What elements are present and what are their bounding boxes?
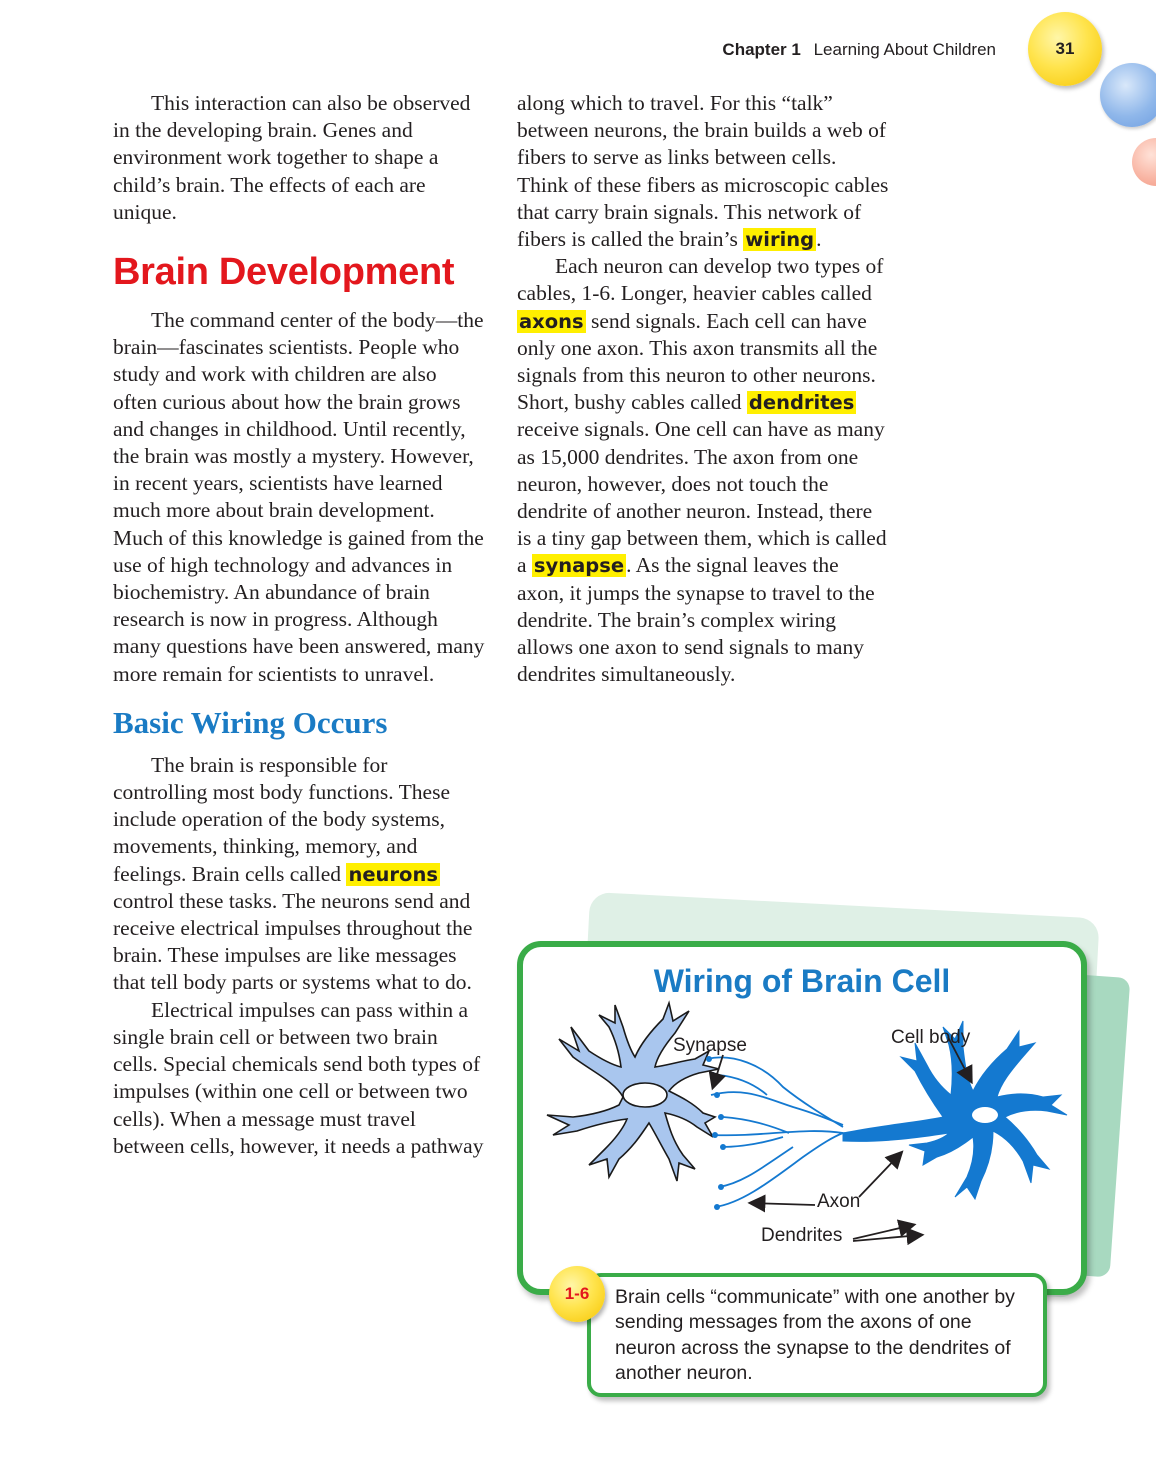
chapter-number: Chapter 1: [722, 40, 801, 59]
figure-title: Wiring of Brain Cell: [653, 963, 951, 999]
cables-paragraph: [517, 253, 889, 688]
page-number: 31: [1055, 39, 1075, 58]
text-run: Each neuron can develop two types of cables, 1-6. Longer, heavier cables called: [517, 254, 884, 306]
key-term-axons: axons: [519, 309, 584, 333]
label-cell-body: Cell body: [891, 1027, 971, 1048]
decorative-pink-circle: [1132, 138, 1156, 186]
heading-basic-wiring: Basic Wiring Occurs: [113, 704, 388, 740]
text-run: .: [816, 227, 822, 252]
light-neuron: [547, 1003, 719, 1181]
chapter-title: Learning About Children: [813, 40, 996, 59]
label-dendrites: Dendrites: [761, 1225, 843, 1246]
left-column: [113, 90, 485, 1160]
electrical-paragraph: Electrical impulses can pass within a single brain cell or between two brain cells. Special chemicals send both types of impulses (within one cell or between two cells). When a message must travel between cells, however, it needs a pathway: [113, 997, 484, 1158]
label-synapse: Synapse: [673, 1035, 747, 1056]
text-run: send signals. Each cell can have only one axon. This axon transmits all the signals from this neuron to other neurons. Short, bushy cables called: [517, 308, 878, 415]
command-center-paragraph: The command center of the body—the brain—fascinates scientists. People who study and work with children are also often curious about how the brain grows and changes in childhood. Until recently, the brain was mostly a mystery. However, in recent years, scientists have learned much more about brain development. Much of this knowledge is gained from the use of high technology and advances in biochemistry. An abundance of brain research is now in progress. Although many questions have been answered, many more remain for scientists to unravel.: [113, 308, 485, 686]
heading-brain-development: Brain Development: [113, 251, 455, 294]
figure-frame: [517, 941, 1087, 1295]
key-term-neurons: neurons: [348, 862, 438, 886]
figure-caption: Brain cells “communicate” with one another by sending messages from the axons of one neuron across the synapse to the dendrites of another neuron.: [615, 1286, 1015, 1384]
figure-number: 1-6: [564, 1284, 590, 1303]
intro-paragraph: This interaction can also be observed in the developing brain. Genes and environment work together to shape a child’s brain. The effects of each are unique.: [113, 91, 471, 224]
text-run: along which to travel. For this “talk” between neurons, the brain builds a web of fibers to serve as links between cells. Think of these fibers as microscopic cables that carry brain signals. This network of fibers is called the brain’s: [517, 91, 889, 252]
text-run: The brain is responsible for controlling most body functions. These include operation of the body systems, movements, thinking, memory, and feelings. Brain cells called: [113, 752, 450, 886]
key-term-synapse: synapse: [533, 554, 625, 578]
right-column: [517, 90, 889, 688]
key-term-wiring: wiring: [745, 228, 815, 252]
running-header: [722, 36, 996, 64]
responsible-paragraph: [113, 752, 485, 997]
text-run: control these tasks. The neurons send and receive electrical impulses throughout the brain. These impulses are like messages that tell body parts or systems what to do.: [113, 888, 473, 995]
figure-number-badge: [549, 1266, 605, 1322]
text-run: . As the signal leaves the axon, it jumps the synapse to travel to the dendrite. The brain’s complex wiring allows one axon to send signals to many dendrites simultaneously.: [517, 553, 875, 687]
page-number-badge: [1028, 12, 1102, 86]
figure-caption-box: [587, 1273, 1047, 1397]
label-axon: Axon: [817, 1191, 861, 1212]
pathway-paragraph: [517, 90, 889, 253]
text-run: receive signals. One cell can have as many as 15,000 dendrites. The axon from one neuron, however, does not touch the dendrite of another neuron. Instead, there is a tiny gap between them, which is called a: [517, 417, 887, 578]
decorative-blue-circle: [1100, 63, 1156, 127]
key-term-dendrites: dendrites: [748, 391, 855, 415]
